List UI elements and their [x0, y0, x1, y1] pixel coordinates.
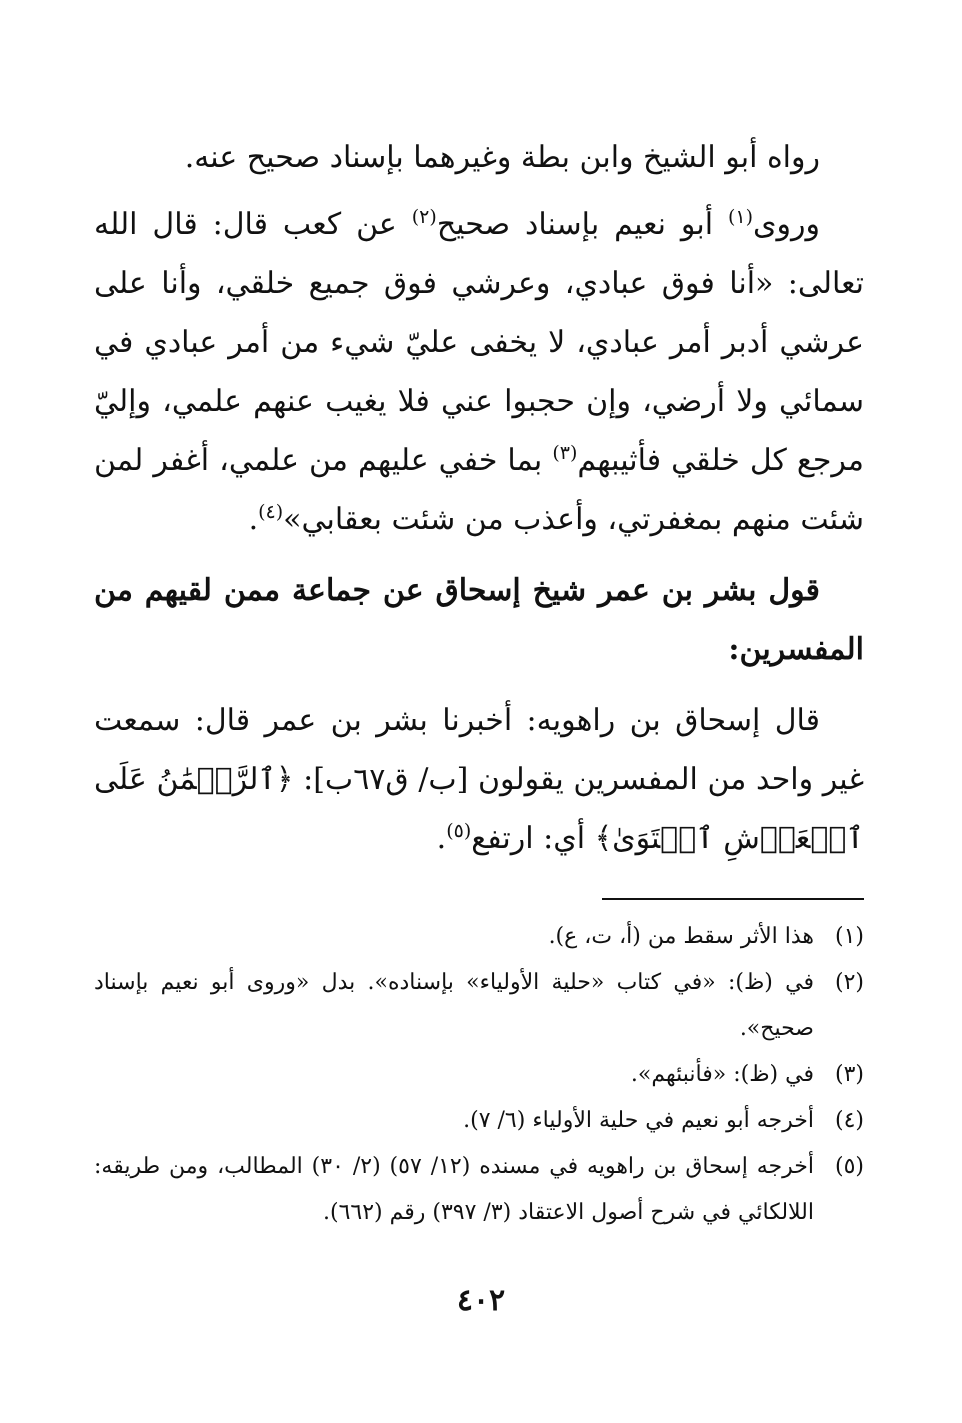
footnote-number: (٥): [834, 1154, 864, 1179]
footnote-4: [94, 1098, 864, 1144]
footnote-ref-1: (١): [727, 206, 754, 228]
paragraph-2-seg-1: وروى: [753, 207, 820, 242]
footnote-1: [94, 914, 864, 960]
footnote-divider: [602, 898, 864, 900]
footnote-text: هذا الأثر سقط من (أ، ت، ع).: [548, 924, 814, 949]
section-heading-text: قول بشر بن عمر شيخ إسحاق عن جماعة ممن لقيهم من المفسرين:: [94, 573, 864, 667]
main-text: [94, 128, 864, 868]
footnote-3: [94, 1052, 864, 1098]
footnote-ref-5: (٥): [446, 820, 472, 842]
section-heading: [94, 561, 864, 679]
page-number: ٤٠٢: [456, 1283, 506, 1318]
footnote-ref-3: (٣): [552, 442, 578, 464]
paragraph-3: [94, 691, 864, 868]
paragraph-3-seg-2: .: [436, 821, 447, 856]
paragraph-3-seg-1: قال إسحاق بن راهويه: أخبرنا بشر بن عمر قال: سمعت غير واحد من المفسرين يقولون [ب/ ق٦٧ب]: ﴿ٱلرَّحۡمَٰنُ عَلَى ٱلۡعَرۡشِ ٱسۡتَوَىٰ﴾ أي: ارتفع: [94, 703, 865, 856]
footnote-text: أخرجه إسحاق بن راهويه في مسنده (١٢/ ٥٧) (٢/ ٣٠) المطالب، ومن طريقه: اللالكائي في شرح أصول الاعتقاد (٣/ ٣٩٧) رقم (٦٦٢).: [94, 1154, 815, 1225]
paragraph-2-seg-5: .: [248, 502, 259, 537]
footnote-2: [94, 960, 864, 1052]
footnote-text: في (ظ): «فأنبئهم».: [630, 1062, 814, 1087]
footnotes: [94, 914, 864, 1236]
paragraph-2-seg-3: عن كعب قال: قال الله تعالى: «أنا فوق عبادي، وعرشي فوق جميع خلقي، وأنا على عرشي أدبر أمر عبادي، لا يخفى عليّ شيء من أمر عبادي في سمائي ولا أرضي، وإن حجبوا عني فلا يغيب عنهم علمي، وإليّ مرجع كل خلقي فأثيبهم: [94, 207, 864, 478]
footnote-number: (٣): [834, 1062, 864, 1087]
paragraph-1-text: رواه أبو الشيخ وابن بطة وغيرهما بإسناد صحيح عنه.: [184, 140, 820, 175]
footnote-text: في (ظ): «في كتاب «حلية الأولياء» بإسناده». بدل «وروى أبو نعيم بإسناد صحيح».: [94, 970, 814, 1041]
footnote-5: [94, 1144, 864, 1236]
footnote-ref-2: (٢): [411, 206, 437, 228]
paragraph-2: [94, 195, 864, 549]
paragraph-2-seg-2: أبو نعيم بإسناد صحيح: [436, 207, 728, 242]
footnote-number: (١): [834, 924, 864, 949]
paragraph-2-seg-4: بما خفي عليهم من علمي، أغفر لمن شئت منهم بمغفرتي، وأعذب من شئت بعقابي»: [94, 443, 864, 537]
footnote-number: (٤): [834, 1108, 864, 1133]
footnote-number: (٢): [834, 970, 864, 995]
footnote-text: أخرجه أبو نعيم في حلية الأولياء (٦/ ٧).: [463, 1108, 814, 1133]
footnote-ref-4: (٤): [258, 501, 284, 523]
paragraph-1: [94, 128, 864, 187]
